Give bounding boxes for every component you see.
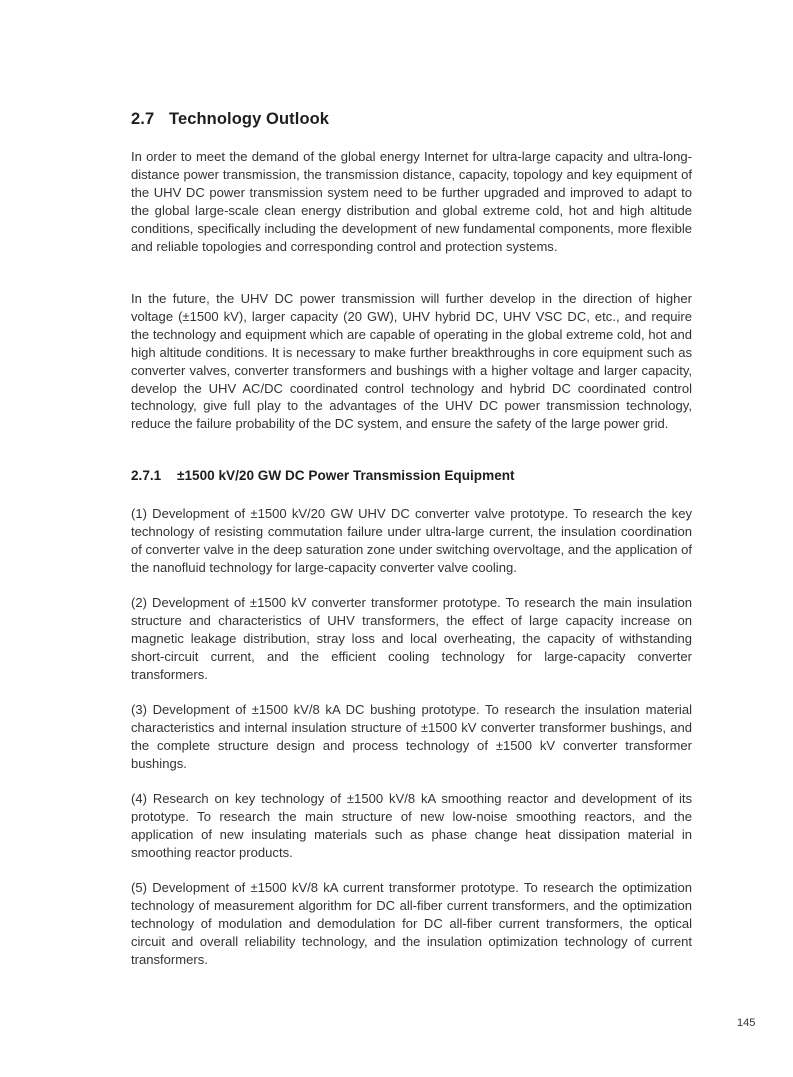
- list-item-2: (2) Development of ±1500 kV converter transformer prototype. To research the main insulation structure and characteristics of UHV transformers, the effect of large capacity increase on magnetic leakage distribution, stray loss and local overheating, the capacity of withstanding short-circuit current, and the efficient cooling technology for large-capacity converter transformers.: [131, 595, 692, 682]
- list-item-4: (4) Research on key technology of ±1500 kV/8 kA smoothing reactor and development of its prototype. To research the main structure of new low-noise smoothing reactors, and the application of new insulating materials such as phase change heat dissipation material in smoothing reactor products.: [131, 791, 692, 860]
- subsection-title: ±1500 kV/20 GW DC Power Transmission Equipment: [177, 468, 515, 483]
- subsection-heading: [131, 468, 515, 483]
- section-number: 2.7: [131, 110, 155, 128]
- future-paragraph: In the future, the UHV DC power transmission will further develop in the direction of higher voltage (±1500 kV), larger capacity (20 GW), UHV hybrid DC, UHV VSC DC, etc., and require the technology and equipment which are capable of operating in the global extreme cold, hot and high altitude conditions. It is necessary to make further breakthroughs in core equipment such as converter valves, converter transformers and bushings with a higher voltage and larger capacity, develop the UHV AC/DC coordinated control technology and hybrid DC coordinated control technology, give full play to the advantages of the UHV DC power transmission technology, reduce the failure probability of the DC system, and ensure the safety of the large power grid.: [131, 291, 692, 432]
- section-title: Technology Outlook: [169, 110, 330, 128]
- list-item-3: (3) Development of ±1500 kV/8 kA DC bushing prototype. To research the insulation material characteristics and internal insulation structure of ±1500 kV converter transformer bushings, and the complete structure design and process technology of ±1500 kV converter transformer bushings.: [131, 702, 692, 771]
- page-number: 145: [737, 1017, 756, 1029]
- list-item-1: (1) Development of ±1500 kV/20 GW UHV DC converter valve prototype. To research the key technology of resisting commutation failure under ultra-large current, the insulation coordination of converter valve in the deep saturation zone under switching overvoltage, and the application of the nanofluid technology for large-capacity converter valve cooling.: [131, 506, 692, 575]
- subsection-number: 2.7.1: [131, 468, 162, 483]
- intro-paragraph: In order to meet the demand of the global energy Internet for ultra-large capacity and ultra-long-distance power transmission, the transmission distance, capacity, topology and key equipment of the UHV DC power transmission system need to be further upgraded and improved to adapt to the global large-scale clean energy distribution and global extreme cold, hot and high altitude conditions, specifically including the development of new fundamental components, more flexible and reliable topologies and corresponding control and protection systems.: [131, 149, 692, 254]
- section-heading: [131, 110, 329, 129]
- list-item-5: (5) Development of ±1500 kV/8 kA current transformer prototype. To research the optimization technology of measurement algorithm for DC all-fiber current transformers, and the optimization technology of modulation and demodulation for DC all-fiber current transformers, the optical circuit and overall reliability technology, and the insulation optimization technology of current transformers.: [131, 880, 692, 967]
